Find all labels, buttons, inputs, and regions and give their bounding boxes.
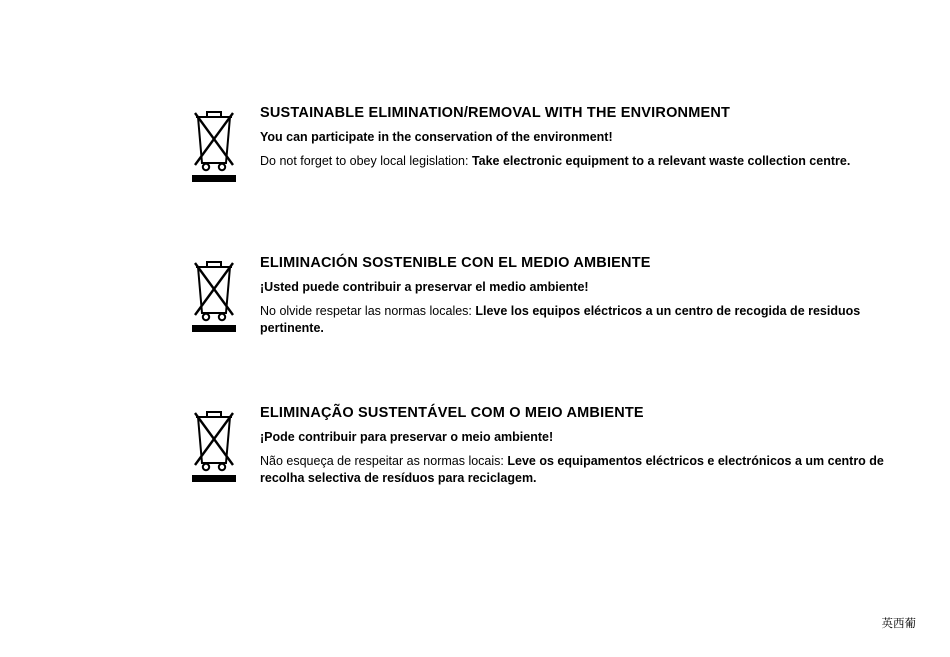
notice-body-bold: Leve os equipamentos eléctricos e electrónicos a um centro de recolha selectiva de resíduos para reciclagem. — [260, 454, 884, 485]
notice-body-plain: No olvide respetar las normas locales: — [260, 304, 476, 319]
notice-heading: ELIMINACIÓN SOSTENIBLE CON EL MEDIO AMBIENTE — [260, 255, 651, 271]
notice-body — [260, 303, 890, 337]
notice-body-plain: Não esqueça de respeitar as normas locais: — [260, 454, 508, 469]
notice-heading: ELIMINAÇÃO SUSTENTÁVEL COM O MEIO AMBIENTE — [260, 405, 644, 421]
notice-section-spanish — [190, 255, 890, 337]
notice-subheading: ¡Pode contribuir para preservar o meio ambiente! — [260, 430, 554, 445]
notice-body — [260, 453, 890, 487]
wee-crossed-out-wheelie-bin-icon — [190, 405, 238, 485]
wee-crossed-out-wheelie-bin-icon — [190, 105, 238, 185]
notice-text-column — [260, 405, 890, 487]
footer-language-mark: 英西葡 — [881, 616, 916, 630]
notice-section-english — [190, 105, 890, 170]
notice-body-plain: Do not forget to obey local legislation: — [260, 154, 472, 169]
wee-crossed-out-wheelie-bin-icon — [190, 255, 238, 335]
notice-body — [260, 153, 890, 170]
notice-text-column — [260, 255, 890, 337]
notice-text-column — [260, 105, 890, 170]
notice-section-portuguese — [190, 405, 890, 487]
notice-subheading: ¡Usted puede contribuir a preservar el medio ambiente! — [260, 280, 589, 295]
notice-subheading: You can participate in the conservation of the environment! — [260, 130, 613, 145]
notice-body-bold: Take electronic equipment to a relevant waste collection centre. — [471, 154, 851, 169]
notice-heading: SUSTAINABLE ELIMINATION/REMOVAL WITH THE ENVIRONMENT — [260, 105, 731, 121]
notice-body-bold: Lleve los equipos eléctricos a un centro de recogida de residuos pertinente. — [260, 304, 861, 335]
